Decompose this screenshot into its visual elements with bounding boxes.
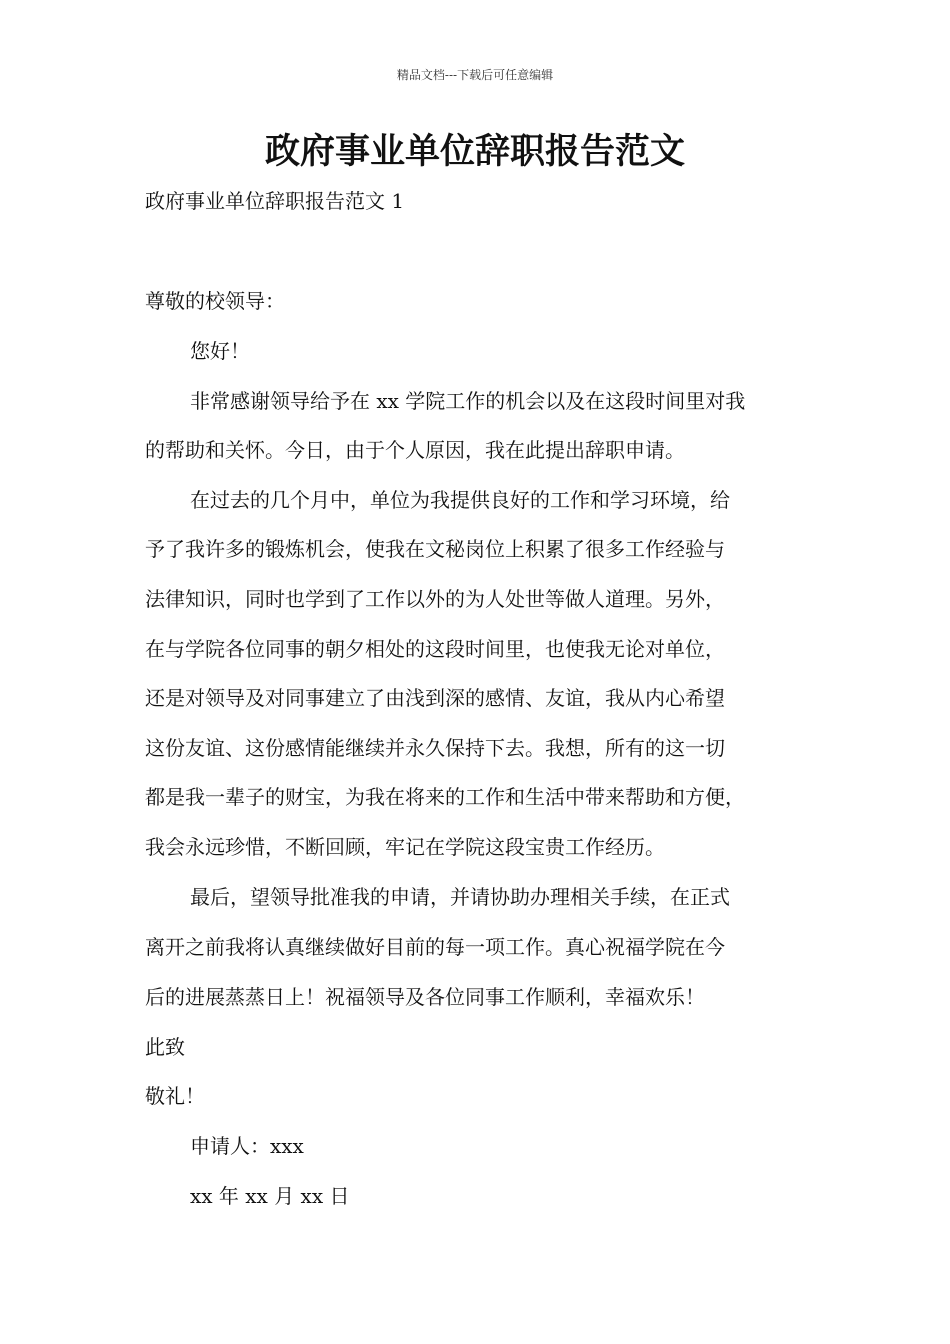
- closing-line: 此致: [145, 1035, 185, 1059]
- paragraph-2-line: 这份友谊、这份感情能继续并永久保持下去。我想，所有的这一切: [145, 736, 725, 760]
- greeting: 您好！: [190, 339, 250, 363]
- salutation: 尊敬的校领导：: [145, 289, 285, 313]
- paragraph-3-line: 离开之前我将认真继续做好目前的每一项工作。真心祝福学院在今: [145, 935, 725, 959]
- applicant-signature: 申请人：xxx: [190, 1134, 304, 1158]
- paragraph-2-line: 都是我一辈子的财宝，为我在将来的工作和生活中带来帮助和方便，: [145, 785, 745, 809]
- paragraph-2-line: 在与学院各位同事的朝夕相处的这段时间里，也使我无论对单位，: [145, 637, 725, 661]
- paragraph-1-line: 的帮助和关怀。今日，由于个人原因，我在此提出辞职申请。: [145, 438, 685, 462]
- document-subtitle: 政府事业单位辞职报告范文 1: [145, 189, 405, 213]
- paragraph-3-line: 后的进展蒸蒸日上！祝福领导及各位同事工作顺利，幸福欢乐！: [145, 985, 705, 1009]
- paragraph-2-line: 予了我许多的锻炼机会，使我在文秘岗位上积累了很多工作经验与: [145, 537, 725, 561]
- page-header: 精品文档---下载后可任意编辑: [396, 68, 554, 82]
- paragraph-2-line: 法律知识，同时也学到了工作以外的为人处世等做人道理。另外，: [145, 587, 725, 611]
- closing-line: 敬礼！: [145, 1084, 205, 1108]
- paragraph-1-line: 非常感谢领导给予在 xx 学院工作的机会以及在这段时间里对我: [190, 389, 746, 413]
- paragraph-2-line: 在过去的几个月中，单位为我提供良好的工作和学习环境，给: [190, 488, 730, 512]
- paragraph-2-line: 我会永远珍惜，不断回顾，牢记在学院这段宝贵工作经历。: [145, 835, 665, 859]
- document-date: xx 年 xx 月 xx 日: [190, 1184, 350, 1208]
- document-title: 政府事业单位辞职报告范文: [264, 131, 685, 172]
- paragraph-3-line: 最后，望领导批准我的申请，并请协助办理相关手续，在正式: [190, 885, 730, 909]
- paragraph-2-line: 还是对领导及对同事建立了由浅到深的感情、友谊，我从内心希望: [145, 686, 725, 710]
